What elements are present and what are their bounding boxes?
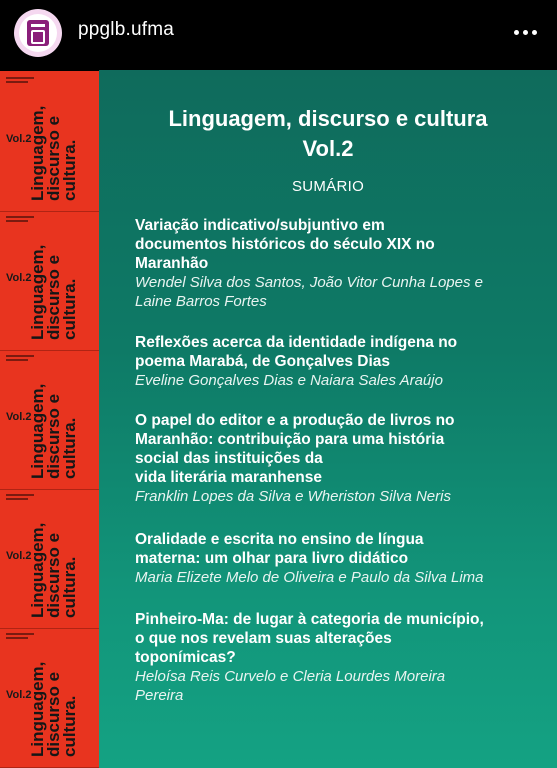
spine-title bbox=[30, 106, 78, 201]
book-spines bbox=[0, 71, 99, 768]
toc-entry bbox=[135, 216, 545, 311]
book-spine bbox=[0, 349, 99, 490]
spine-title-line: cultura. bbox=[60, 139, 79, 201]
username-link[interactable]: ppglb.ufma bbox=[78, 19, 175, 40]
book-spine bbox=[0, 627, 99, 768]
entry-authors bbox=[135, 568, 545, 587]
post-header bbox=[0, 0, 557, 66]
entry-title-line: toponímicas? bbox=[135, 649, 236, 666]
post-content bbox=[99, 70, 557, 768]
toc-entry bbox=[135, 610, 545, 705]
spine-mark bbox=[6, 216, 34, 218]
spine-mark bbox=[6, 81, 28, 83]
toc-entry bbox=[135, 333, 545, 390]
spine-title-line: Linguagem, bbox=[28, 105, 47, 201]
entry-title bbox=[135, 333, 545, 371]
ppglb-logo-icon bbox=[27, 20, 49, 46]
entry-title bbox=[135, 411, 545, 487]
spine-title-line: discurso e bbox=[44, 671, 63, 757]
entry-author-line: Laine Barros Fortes bbox=[135, 293, 267, 310]
entry-title-line: O papel do editor e a produção de livros no bbox=[135, 412, 455, 429]
dot bbox=[523, 30, 528, 35]
spine-mark bbox=[6, 637, 28, 639]
avatar[interactable] bbox=[14, 9, 62, 57]
entry-title-line: o que nos revelam suas alterações bbox=[135, 630, 392, 647]
dot bbox=[532, 30, 537, 35]
spine-mark bbox=[6, 498, 28, 500]
entry-author-line: Franklin Lopes da Silva e Wheriston Silva Neris bbox=[135, 488, 451, 505]
entry-title-line: Variação indicativo/subjuntivo em bbox=[135, 217, 385, 234]
spine-mark bbox=[6, 220, 28, 222]
entry-title bbox=[135, 216, 545, 273]
entry-title-line: materna: um olhar para livro didático bbox=[135, 550, 409, 567]
entry-author-line: Maria Elizete Melo de Oliveira e Paulo da Silva Lima bbox=[135, 569, 484, 586]
entry-title-line: Maranhão: contribuição para uma história bbox=[135, 431, 445, 448]
book-spine bbox=[0, 210, 99, 351]
entry-authors bbox=[135, 371, 545, 390]
entry-authors bbox=[135, 487, 545, 506]
spine-title bbox=[30, 523, 78, 618]
spine-title-line: Linguagem, bbox=[28, 244, 47, 340]
more-options-icon[interactable] bbox=[514, 20, 537, 44]
spine-vol: Vol.2 bbox=[6, 133, 32, 145]
spine-title bbox=[30, 662, 78, 757]
toc-entry bbox=[135, 411, 545, 506]
entry-title-line: social das instituições da bbox=[135, 450, 323, 467]
spine-title bbox=[30, 245, 78, 340]
spine-title-line: cultura. bbox=[60, 695, 79, 757]
dot bbox=[514, 30, 519, 35]
entry-author-line: Eveline Gonçalves Dias e Naiara Sales Araújo bbox=[135, 372, 443, 389]
entry-title-line: Maranhão bbox=[135, 255, 209, 272]
entry-authors bbox=[135, 667, 545, 705]
spine-mark bbox=[6, 355, 34, 357]
spine-title-line: Linguagem, bbox=[28, 661, 47, 757]
entry-author-line: Heloísa Reis Curvelo e Cleria Lourdes Moreira bbox=[135, 668, 446, 685]
entry-author-line: Pereira bbox=[135, 687, 184, 704]
entry-title bbox=[135, 610, 545, 667]
entry-title-line: Reflexões acerca da identidade indígena no bbox=[135, 334, 458, 351]
entry-title-line: documentos históricos do século XIX no bbox=[135, 236, 435, 253]
spine-vol: Vol.2 bbox=[6, 689, 32, 701]
spine-vol: Vol.2 bbox=[6, 550, 32, 562]
spine-title-line: discurso e bbox=[44, 254, 63, 340]
spine-title-line: discurso e bbox=[44, 115, 63, 201]
avatar-inner bbox=[19, 14, 57, 52]
entry-author-line: Wendel Silva dos Santos, João Vitor Cunha Lopes e bbox=[135, 274, 484, 291]
spine-title bbox=[30, 384, 78, 479]
spine-title-line: cultura. bbox=[60, 417, 79, 479]
spine-mark bbox=[6, 494, 34, 496]
section-heading: SUMÁRIO bbox=[291, 178, 365, 195]
entry-title-line: vida literária maranhense bbox=[135, 469, 322, 486]
spine-title-line: cultura. bbox=[60, 278, 79, 340]
entry-authors bbox=[135, 273, 545, 311]
spine-vol: Vol.2 bbox=[6, 272, 32, 284]
post-title-line1: Linguagem, discurso e cultura bbox=[168, 106, 488, 131]
spine-title-line: discurso e bbox=[44, 532, 63, 618]
book-spine bbox=[0, 71, 99, 212]
spine-vol: Vol.2 bbox=[6, 411, 32, 423]
spine-title-line: Linguagem, bbox=[28, 383, 47, 479]
entry-title-line: Pinheiro-Ma: de lugar à categoria de município, bbox=[135, 611, 484, 628]
toc-entry bbox=[135, 530, 545, 587]
spine-title-line: discurso e bbox=[44, 393, 63, 479]
book-spine bbox=[0, 488, 99, 629]
entry-title-line: poema Marabá, de Gonçalves Dias bbox=[135, 353, 390, 370]
post-title-line2: Vol.2 bbox=[302, 136, 354, 161]
spine-mark bbox=[6, 633, 34, 635]
entry-title bbox=[135, 530, 545, 568]
post-image bbox=[0, 66, 557, 768]
spine-title-line: cultura. bbox=[60, 556, 79, 618]
spine-title-line: Linguagem, bbox=[28, 522, 47, 618]
spine-mark bbox=[6, 359, 28, 361]
entry-title-line: Oralidade e escrita no ensino de língua bbox=[135, 531, 424, 548]
spine-mark bbox=[6, 77, 34, 79]
